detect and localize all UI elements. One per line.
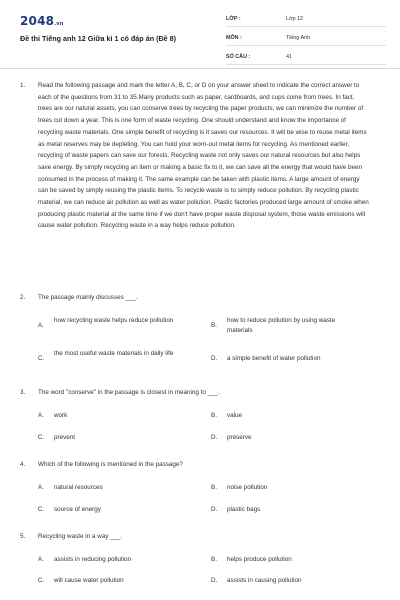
option-text: assists in causing pollution	[227, 577, 302, 584]
question-text: Recycling waste in a way ___.	[38, 533, 123, 540]
header-divider	[0, 68, 400, 69]
option-letter: B.	[211, 322, 217, 329]
option-letter: A.	[38, 322, 44, 329]
option-letter: C.	[38, 577, 45, 584]
option-text: how recycling waste helps reduce pollution	[54, 317, 174, 324]
document-meta	[226, 14, 386, 71]
option-letter: B.	[211, 412, 217, 419]
meta-label: LỚP :	[226, 16, 241, 22]
question-number: 4.	[20, 461, 26, 468]
option-letter: C.	[38, 434, 45, 441]
passage-text: Read the following passage and mark the letter A, B, C, or D on your answer sheet to indicate the correct answer to each of the questions from 31 to 35.Many products such as paper, cardboards, and cups come from trees. In fact, trees are our natural assets, you can conserve trees by recycling the paper products, we can minimize the number of trees cut down a year. This is one form of waste recycling. One should understand and know the importance of recycling waste materials. One simple benefit of recycling is it saves our resources. It will be wise to reuse metal items as metal reserves may be depleting. You can hold your worn-out metal items for recycling. As mentioned earlier, recycling of waste papers can save our forests. Recycling waste not only saves our natural resources but also helps save energy. By simply recycling an item or making a basic fix to it, we can save all the energy that would have been consumed in the process of making it. The same example can be taken with plastic items. A large amount of energy can be saved by simply reusing the plastic items. To recycle waste is to simply reduce pollution. By recycling plastic material, we can reduce air pollution as well as water pollution. Plastic factories produced large amount of smoke when producing plastic material at the same time if we don't have proper waste disposal system, those waste emissions will cause water pollution. Recycling waste in a way helps reduce pollution.	[38, 82, 369, 230]
option-letter: D.	[211, 506, 218, 513]
option-letter: A.	[38, 412, 44, 419]
site-logo[interactable]	[20, 14, 64, 28]
meta-row-count	[226, 52, 386, 65]
meta-value: Lớp 12	[286, 16, 304, 22]
option-text: natural resources	[54, 484, 103, 491]
meta-value: 41	[286, 54, 292, 60]
meta-row-class	[226, 14, 386, 27]
option-letter: D.	[211, 355, 218, 362]
meta-value: Tiếng Anh	[286, 35, 311, 41]
option-text: the most useful waste materials in daily life	[54, 350, 174, 357]
option-letter: D.	[211, 434, 218, 441]
option-letter: B.	[211, 556, 217, 563]
option-letter: C.	[38, 355, 45, 362]
option-text: value	[227, 412, 243, 419]
option-text: work	[54, 412, 68, 419]
logo-suffix: .vn	[54, 21, 64, 27]
question-text: Which of the following is mentioned in the passage?	[38, 461, 183, 468]
option-text: will cause water pollution	[54, 577, 124, 584]
question-number: 1.	[20, 82, 26, 89]
option-text: prevent	[54, 434, 76, 441]
option-letter: A.	[38, 484, 44, 491]
option-text: source of energy	[54, 506, 101, 513]
option-text: a simple benefit of water pollution	[227, 355, 321, 362]
option-text: preserve	[227, 434, 252, 441]
meta-row-subject	[226, 33, 386, 46]
question-number: 2.	[20, 294, 26, 301]
meta-label: MÔN :	[226, 35, 242, 41]
option-text: helps produce pollution	[227, 556, 292, 563]
option-letter: A.	[38, 556, 44, 563]
question-number: 3.	[20, 389, 26, 396]
page-header	[0, 0, 400, 70]
option-letter: D.	[211, 577, 218, 584]
question-text: The passage mainly discusses ___.	[38, 294, 138, 301]
option-text: plastic bags	[227, 506, 261, 513]
meta-label: SỐ CÂU :	[226, 54, 251, 60]
option-letter: C.	[38, 506, 45, 513]
option-letter: B.	[211, 484, 217, 491]
option-text: noise pollution	[227, 484, 268, 491]
option-text: assists in reducing pollution	[54, 556, 132, 563]
logo-main: 2048	[20, 14, 55, 28]
question-text: The word "conserve" in the passage is closest in meaning to ___.	[38, 389, 220, 396]
document-title: Đề thi Tiếng anh 12 Giữa kì 1 có đáp án (Đề 8)	[20, 34, 177, 43]
question-number: 5.	[20, 533, 26, 540]
option-text: how to reduce pollution by using waste materials	[227, 317, 336, 334]
